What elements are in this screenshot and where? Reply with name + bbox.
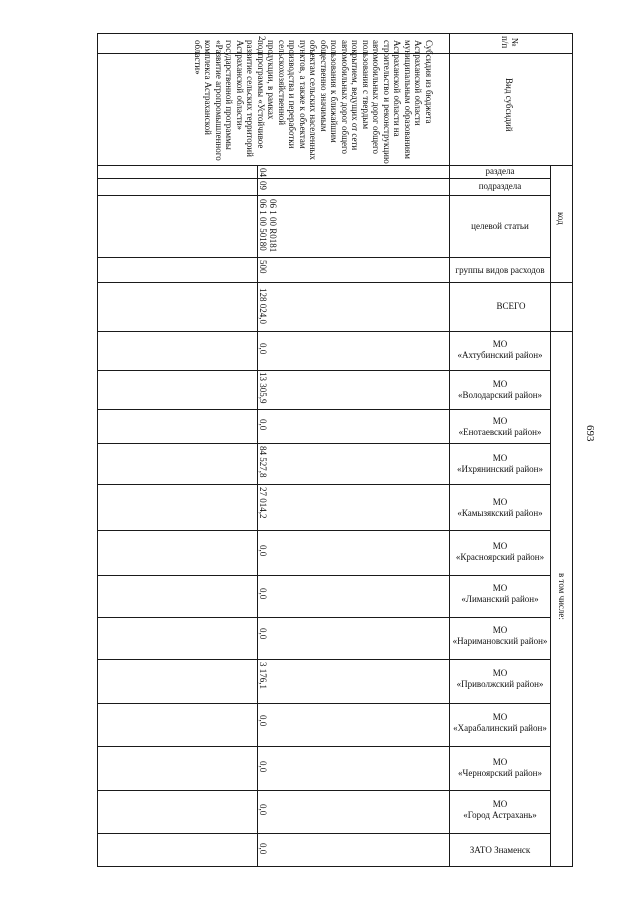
row-divider-12 <box>97 833 550 834</box>
value-district-5: 27 014,2 <box>258 487 268 519</box>
value-district-7: 0,0 <box>258 588 268 600</box>
district-label-4: МО «Ихрянинский район» <box>457 453 543 474</box>
row-divider-3 <box>97 443 550 444</box>
value-district-8: 0,0 <box>258 628 268 640</box>
code-label-divider <box>550 165 551 867</box>
table-border-bottom <box>97 866 573 867</box>
value-razdel: 04 <box>258 168 268 177</box>
row-divider-4 <box>97 484 550 485</box>
table-border-top <box>97 33 573 34</box>
row-divider-7 <box>97 617 550 618</box>
total-divider <box>97 331 573 332</box>
table-border-left <box>97 33 98 867</box>
value-total: 128 024,0 <box>258 288 268 324</box>
district-label-12: МО «Город Астрахань» <box>463 799 537 820</box>
header-number: № п/п <box>500 36 520 49</box>
value-district-9: 3 176,1 <box>258 662 268 689</box>
value-column-divider <box>449 33 450 867</box>
district-label-11: МО «Черноярский район» <box>457 757 542 778</box>
label-including: в том числе: <box>557 573 567 620</box>
row-description: Субсидия из бюджета Астраханской области муниципальным образованиям Астраханской области на строительство и реконструкцию автомобильных дорог общего пользования с твердым покрытием, ведущих от сети автомобильных дорог общего пользования к ближайшим общественно значимым объектам сельских населенных пунктов, а также к объектам производства и переработки сельскохозяйственной продукции, в рамках подпрограммы «Устойчивое развитие сельских территорий Астраханской области» государственной программы «Развитие агропромышленного комплекса Астраханской области» <box>193 40 434 164</box>
value-podrazdel: 09 <box>258 181 268 190</box>
row-divider-1 <box>97 370 550 371</box>
value-district-6: 0,0 <box>258 545 268 557</box>
value-district-13: 0,0 <box>258 843 268 855</box>
value-district-10: 0,0 <box>258 715 268 727</box>
code-divider-1 <box>97 178 550 179</box>
value-district-4: 84 527,8 <box>258 446 268 478</box>
value-district-2: 13 305,9 <box>258 372 268 404</box>
district-label-13: ЗАТО Знаменск <box>469 845 531 855</box>
code-divider-3 <box>97 257 550 258</box>
row-divider-2 <box>97 409 550 410</box>
label-group: группы видов расходов <box>455 265 545 275</box>
district-label-1: МО «Ахтубинский район» <box>457 339 543 360</box>
value-district-11: 0,0 <box>258 761 268 773</box>
value-group: 500 <box>258 260 268 274</box>
label-razdel: раздела <box>485 166 515 176</box>
row-divider-11 <box>97 790 550 791</box>
code-divider-4 <box>97 282 573 283</box>
value-district-3: 0,0 <box>258 419 268 431</box>
value-district-1: 0,0 <box>258 343 268 355</box>
value-district-12: 0,0 <box>258 804 268 816</box>
label-total: ВСЕГО <box>496 301 526 311</box>
district-label-3: МО «Енотаевский район» <box>458 416 542 437</box>
row-divider-9 <box>97 703 550 704</box>
district-label-9: МО «Приволжский район» <box>456 668 544 689</box>
header-code: код <box>556 212 566 225</box>
value-target-1: 06 1 00 R0181 <box>268 199 278 253</box>
district-label-2: МО «Володарский район» <box>457 379 543 400</box>
header-subsidy-type: Вид субсидий <box>504 78 514 132</box>
label-podrazdel: подраздела <box>478 181 522 191</box>
page-number: 693 <box>584 425 596 442</box>
row-divider-6 <box>97 575 550 576</box>
code-divider-2 <box>97 195 550 196</box>
row-divider-5 <box>97 530 550 531</box>
district-label-5: МО «Камызякский район» <box>457 497 543 518</box>
row-divider-8 <box>97 659 550 660</box>
value-target-2: 06 1 00 50180 <box>258 199 268 251</box>
row-number: 2 <box>257 36 267 41</box>
district-label-7: МО «Лиманский район» <box>461 583 539 604</box>
district-label-8: МО «Наримановский район» <box>452 625 548 646</box>
row-divider-10 <box>97 746 550 747</box>
table-border-right <box>572 33 573 867</box>
district-label-6: МО «Красноярский район» <box>455 541 545 562</box>
label-target: целевой статьи <box>471 221 529 231</box>
district-label-10: МО «Харабалинский район» <box>453 712 547 733</box>
